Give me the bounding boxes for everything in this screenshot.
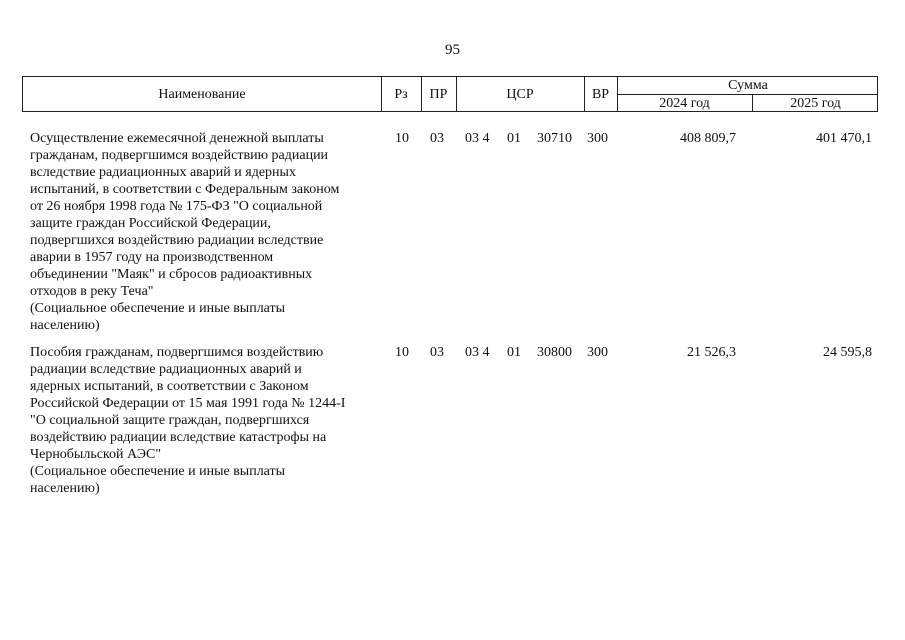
row-name-line: (Социальное обеспечение и иные выплаты xyxy=(30,301,286,316)
row-pr: 03 xyxy=(430,345,444,360)
row-name-line: гражданам, подвергшимся воздействию радиации xyxy=(30,148,329,163)
row-name-line: Чернобыльской АЭС" xyxy=(30,447,162,462)
row-sum-2025: 24 595,8 xyxy=(823,345,872,360)
row-csr-subprogram: 01 xyxy=(507,345,521,360)
row-name-line: аварии в 1957 году на производственном xyxy=(30,250,274,265)
row-name-line: подвергшихся воздействию радиации вследствие xyxy=(30,233,324,248)
row-name-line: от 26 ноября 1998 года № 175-ФЗ "О социальной xyxy=(30,199,323,214)
row-name-line: ядерных испытаний, в соответствии с Законом xyxy=(30,379,309,394)
row-name-line: Осуществление ежемесячной денежной выплаты xyxy=(30,131,324,146)
row-rz: 10 xyxy=(395,345,409,360)
row-name-line: Российской Федерации от 15 мая 1991 года № 1244-I xyxy=(30,396,346,411)
table-row xyxy=(22,344,878,504)
row-name-line: отходов в реку Теча" xyxy=(30,284,154,299)
header-year-2025: 2025 год xyxy=(790,96,841,111)
header-pr: ПР xyxy=(429,87,448,102)
header-name: Наименование xyxy=(158,87,246,102)
row-csr-program: 03 4 xyxy=(465,131,490,146)
table-header xyxy=(22,76,878,112)
row-name xyxy=(30,130,368,334)
header-vr: ВР xyxy=(591,87,610,102)
header-csr: ЦСР xyxy=(506,87,534,102)
row-name-line: вследствие радиационных аварий и ядерных xyxy=(30,165,296,180)
row-name-line: Пособия гражданам, подвергшимся воздействию xyxy=(30,345,324,360)
header-year-2024: 2024 год xyxy=(659,96,710,111)
row-name-line: (Социальное обеспечение и иные выплаты xyxy=(30,464,286,479)
row-name-line: населению) xyxy=(30,318,100,333)
row-name xyxy=(30,344,368,497)
header-sum: Сумма xyxy=(728,78,768,93)
row-pr: 03 xyxy=(430,131,444,146)
row-name-line: населению) xyxy=(30,481,100,496)
row-csr-direction: 30800 xyxy=(537,345,572,360)
row-name-line: радиации вследствие радиационных аварий и xyxy=(30,362,302,377)
row-sum-2024: 408 809,7 xyxy=(680,131,736,146)
page-number: 95 xyxy=(445,42,460,58)
row-rz: 10 xyxy=(395,131,409,146)
row-vr: 300 xyxy=(587,345,608,360)
row-name-line: объединении "Маяк" и сбросов радиоактивных xyxy=(30,267,313,282)
row-vr: 300 xyxy=(587,131,608,146)
row-sum-2025: 401 470,1 xyxy=(816,131,872,146)
header-rz: Рз xyxy=(394,87,408,102)
table-row xyxy=(22,130,878,340)
header-divider xyxy=(617,94,877,95)
row-name-line: защите граждан Российской Федерации, xyxy=(30,216,271,231)
row-name-line: "О социальной защите граждан, подвергшихся xyxy=(30,413,310,428)
row-csr-direction: 30710 xyxy=(537,131,572,146)
row-name-line: испытаний, в соответствии с Федеральным законом xyxy=(30,182,340,197)
row-csr-subprogram: 01 xyxy=(507,131,521,146)
row-csr-program: 03 4 xyxy=(465,345,490,360)
row-sum-2024: 21 526,3 xyxy=(687,345,736,360)
row-name-line: воздействию радиации вследствие катастрофы на xyxy=(30,430,327,445)
